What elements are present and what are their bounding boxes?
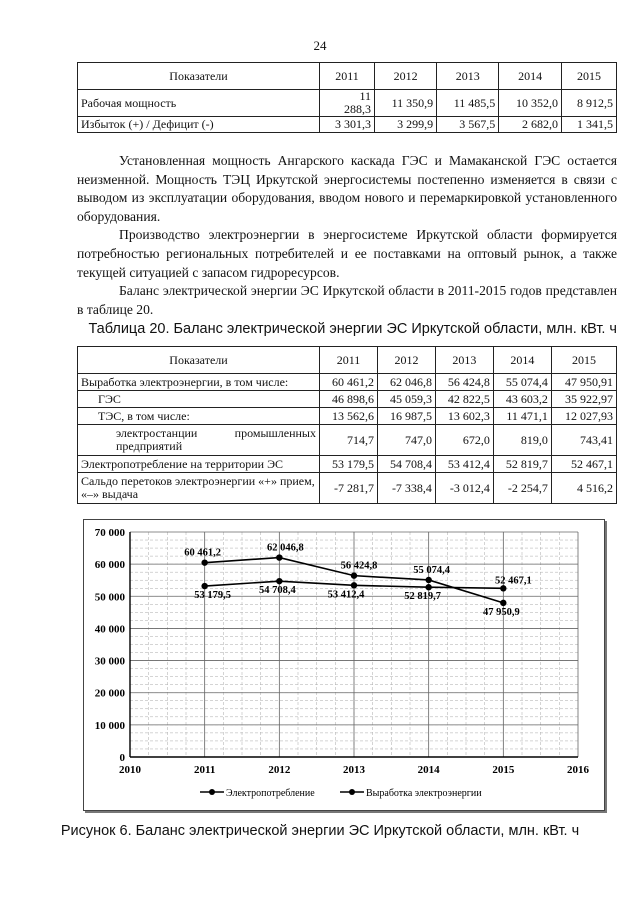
- table-header-cell: 2014: [499, 63, 562, 90]
- table-cell: -7 338,4: [377, 473, 435, 504]
- data-point: [201, 559, 207, 565]
- figure-caption: Рисунок 6. Баланс электрической энергии ЭС Иркутской области, млн. кВт. ч: [60, 823, 580, 839]
- table-header-cell: Показатели: [78, 63, 320, 90]
- y-tick-label: 30 000: [94, 655, 125, 668]
- table-header-cell: 2012: [375, 63, 437, 90]
- table-cell: 47 950,91: [551, 374, 616, 391]
- table-cell: -2 254,7: [493, 473, 551, 504]
- chart-frame: [83, 519, 605, 811]
- paragraph: Баланс электрической энергии ЭС Иркутской области в 2011-2015 годов представлен в таблице 20.: [77, 283, 617, 317]
- row-label: электростанции промышленных предприятий: [78, 425, 320, 456]
- table-cell: 4 516,2: [551, 473, 616, 504]
- y-tick-label: 60 000: [94, 559, 125, 572]
- balance-table: [77, 346, 617, 504]
- x-tick-label: 2016: [567, 764, 589, 776]
- row-label: Электропотребление на территории ЭС: [78, 456, 320, 473]
- table-cell: 52 819,7: [493, 456, 551, 473]
- table-cell: 819,0: [493, 425, 551, 456]
- table-cell: 13 602,3: [435, 408, 493, 425]
- table-cell: 11 471,1: [493, 408, 551, 425]
- x-tick-label: 2015: [492, 764, 515, 776]
- x-tick-label: 2014: [417, 764, 440, 776]
- data-label: 55 074,4: [413, 564, 451, 576]
- data-point: [425, 577, 431, 583]
- table-header-row: [78, 63, 617, 90]
- row-label: Рабочая мощность: [78, 90, 320, 117]
- data-label: 54 708,4: [258, 585, 296, 597]
- paragraph: Производство электроэнергии в энергосистеме Иркутской области формируется потребностью региональных потребителей и ее поставками на оптовый рынок, а также текущей ситуацией с запасом гидроресурсов.: [77, 227, 617, 280]
- data-point: [201, 583, 207, 589]
- x-tick-label: 2011: [193, 764, 216, 776]
- table-header-cell: 2011: [320, 347, 378, 374]
- paragraph: Установленная мощность Ангарского каскада ГЭС и Мамаканской ГЭС остается неизменной. Мощность ТЭЦ Иркутской энергосистемы постепенно изменяется в связи с выводом из эксплуатации оборудования, вводом нового и перемаркировкой установленного оборудования.: [77, 153, 617, 224]
- table-header-cell: 2015: [551, 347, 616, 374]
- data-label: 52 467,1: [494, 575, 532, 587]
- table-cell: 8 912,5: [561, 90, 616, 117]
- table-cell: 11 350,9: [375, 90, 437, 117]
- table-caption: Таблица 20. Баланс электрической энергии ЭС Иркутской области, млн. кВт. ч: [88, 321, 617, 337]
- table-cell: 54 708,4: [377, 456, 435, 473]
- table-header-cell: 2015: [561, 63, 616, 90]
- body-text: [77, 152, 617, 319]
- data-point: [351, 572, 357, 578]
- y-tick-label: 70 000: [94, 527, 125, 539]
- y-tick-label: 50 000: [94, 591, 125, 604]
- legend-marker: [349, 789, 355, 795]
- balance-line-chart: [84, 520, 604, 810]
- data-label: 52 819,7: [404, 591, 442, 603]
- table-cell: 52 467,1: [551, 456, 616, 473]
- data-label: 53 179,5: [194, 590, 232, 602]
- table-cell: 16 987,5: [377, 408, 435, 425]
- table-cell: 55 074,4: [493, 374, 551, 391]
- row-label: Выработка электроэнергии, в том числе:: [78, 374, 320, 391]
- table-row: [78, 374, 617, 391]
- table-cell: 3 567,5: [437, 117, 499, 133]
- data-label: 56 424,8: [340, 560, 378, 572]
- row-label: ГЭС: [78, 391, 320, 408]
- table-cell: 747,0: [377, 425, 435, 456]
- table-row: [78, 117, 617, 133]
- table-cell: -3 012,4: [435, 473, 493, 504]
- legend-label: Электропотребление: [226, 788, 315, 799]
- table-cell: 2 682,0: [499, 117, 562, 133]
- y-tick-label: 10 000: [94, 719, 125, 732]
- table-header-row: [78, 347, 617, 374]
- data-label: 53 412,4: [327, 589, 365, 601]
- table-cell: 62 046,8: [377, 374, 435, 391]
- table-header-cell: 2013: [435, 347, 493, 374]
- page-number: 24: [313, 38, 327, 53]
- table-cell: 3 299,9: [375, 117, 437, 133]
- data-label: 47 950,9: [482, 606, 520, 618]
- legend-marker: [209, 789, 215, 795]
- table-row: [78, 90, 617, 117]
- table-row: [78, 473, 617, 504]
- table-cell: 43 603,2: [493, 391, 551, 408]
- table-header-cell: Показатели: [78, 347, 320, 374]
- table-header-cell: 2014: [493, 347, 551, 374]
- table-cell: 743,41: [551, 425, 616, 456]
- x-tick-label: 2013: [343, 764, 365, 776]
- table-cell: 53 179,5: [320, 456, 378, 473]
- table-cell: 46 898,6: [320, 391, 378, 408]
- data-label: 62 046,8: [266, 542, 304, 554]
- row-label: ТЭС, в том числе:: [78, 408, 320, 425]
- data-point: [500, 600, 506, 606]
- table-cell: 11 485,5: [437, 90, 499, 117]
- data-point: [276, 554, 282, 560]
- table-cell: 10 352,0: [499, 90, 562, 117]
- table-cell: 53 412,4: [435, 456, 493, 473]
- table-cell: 42 822,5: [435, 391, 493, 408]
- table-cell: 45 059,3: [377, 391, 435, 408]
- table-row: [78, 391, 617, 408]
- table-header-cell: 2013: [437, 63, 499, 90]
- table-row: [78, 456, 617, 473]
- legend-label: Выработка электроэнергии: [366, 788, 482, 799]
- y-tick-label: 20 000: [94, 687, 125, 700]
- data-point: [425, 584, 431, 590]
- table-cell: 3 301,3: [320, 117, 375, 133]
- row-label: Избыток (+) / Дефицит (-): [78, 117, 320, 133]
- table-row: [78, 425, 617, 456]
- x-tick-label: 2012: [268, 764, 291, 776]
- x-tick-label: 2010: [119, 764, 141, 776]
- table-cell: 1 341,5: [561, 117, 616, 133]
- table-cell: 714,7: [320, 425, 378, 456]
- table-cell: 56 424,8: [435, 374, 493, 391]
- table-cell: 12 027,93: [551, 408, 616, 425]
- table-header-cell: 2012: [377, 347, 435, 374]
- table-cell: -7 281,7: [320, 473, 378, 504]
- y-tick-label: 0: [119, 752, 125, 764]
- capacity-table: [77, 62, 617, 133]
- data-point: [276, 578, 282, 584]
- table-cell: 672,0: [435, 425, 493, 456]
- data-point: [351, 582, 357, 588]
- table-cell: 13 562,6: [320, 408, 378, 425]
- table-row: [78, 408, 617, 425]
- data-label: 60 461,2: [184, 547, 222, 559]
- row-label: Сальдо перетоков электроэнергии «+» прием, «–» выдача: [78, 473, 320, 504]
- table-cell: 60 461,2: [320, 374, 378, 391]
- table-header-cell: 2011: [320, 63, 375, 90]
- cell-line: 11: [359, 89, 372, 103]
- table-cell: [320, 90, 375, 117]
- y-tick-label: 40 000: [94, 623, 125, 636]
- cell-line: 288,3: [344, 102, 372, 116]
- table-cell: 35 922,97: [551, 391, 616, 408]
